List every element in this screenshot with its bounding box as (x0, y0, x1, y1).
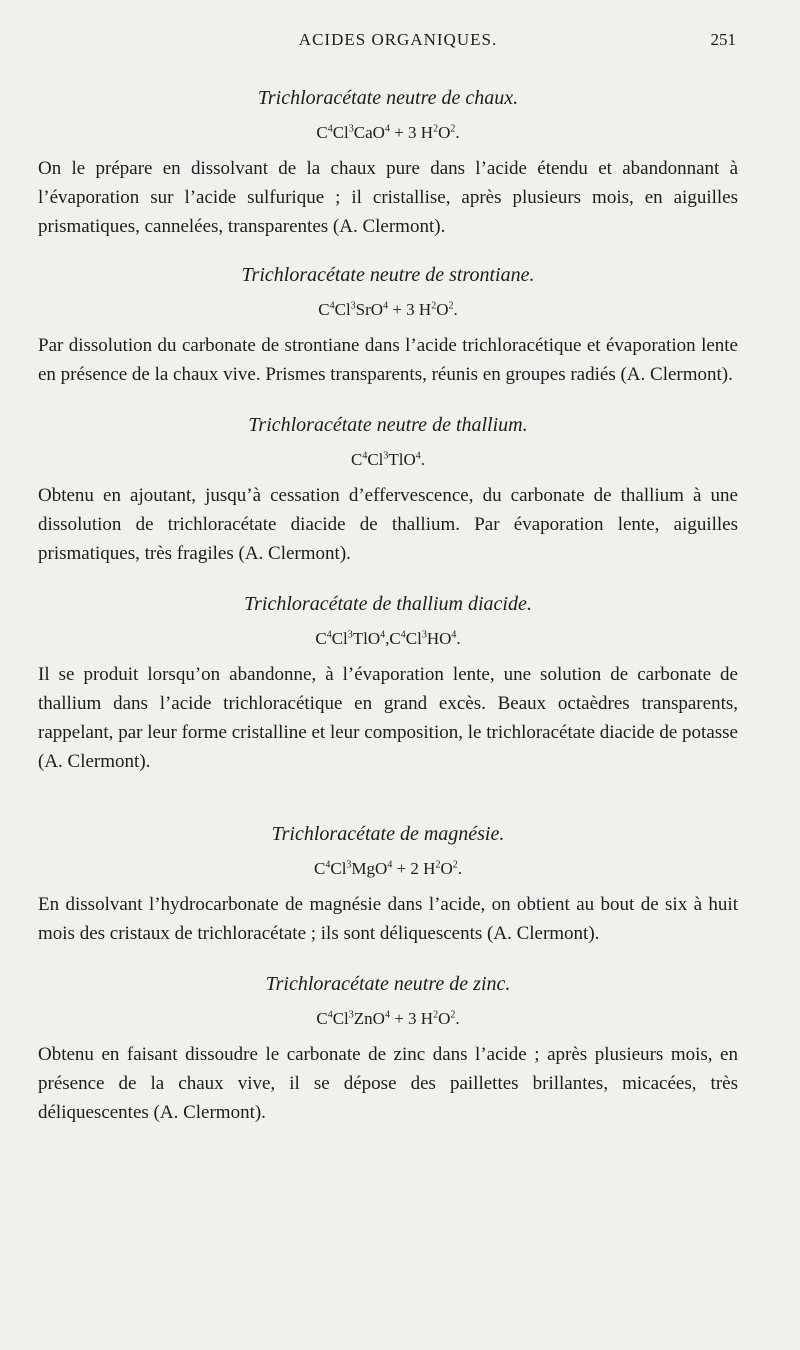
formula-superscript: 3 (383, 450, 389, 462)
formula-superscript: 4 (400, 629, 406, 641)
section-chaux (38, 84, 738, 241)
chemical-formula: $C^4Cl^3MgO^4 + 2$ $H^2O^2$. (314, 859, 462, 878)
formula-superscript: 4 (329, 300, 335, 312)
formula-superscript: 3 (348, 123, 354, 135)
formula-superscript: 3 (350, 300, 356, 312)
section-title: Trichloracétate neutre de chaux. (257, 87, 519, 109)
section-title: Trichloracétate de magnésie. (271, 823, 505, 845)
formula-superscript: 4 (387, 859, 393, 871)
formula-superscript: 2 (433, 1009, 439, 1021)
formula-superscript: 4 (415, 450, 421, 462)
formula-superscript: 3 (346, 859, 352, 871)
formula-superscript: 4 (327, 123, 333, 135)
formula-superscript: 2 (450, 123, 456, 135)
section-strontiane (38, 261, 738, 389)
formula-superscript: 4 (325, 859, 331, 871)
section-title: Trichloracétate neutre de thallium. (248, 414, 528, 436)
section-title: Trichloracétate neutre de zinc. (265, 973, 511, 995)
formula-superscript: 4 (327, 1009, 333, 1021)
section-magnesie (38, 820, 738, 948)
formula-superscript: 2 (433, 123, 439, 135)
formula-superscript: 2 (431, 300, 437, 312)
section-text: Obtenu en faisant dissoudre le carbonate de zinc dans l’acide ; après plusieurs mois, en présence de la chaux vive, il se dépose des paillettes brillantes, micacées, très déliquescentes (A. Clermont). (38, 1044, 738, 1123)
page-header (60, 30, 736, 54)
chemical-formula: $C^4Cl^3ZnO^4 + 3$ $H^2O^2$. (316, 1009, 460, 1028)
section-zinc (38, 970, 738, 1127)
section-title: Trichloracétate neutre de strontiane. (241, 264, 535, 286)
chemical-formula: $C^4Cl^3SrO^4 + 3$ $H^2O^2$. (318, 300, 458, 319)
section-text: En dissolvant l’hydrocarbonate de magnésie dans l’acide, on obtient au bout de six à huit mois des cristaux de trichloracétate ; ils sont déliquescents (A. Clermont). (38, 894, 738, 944)
formula-superscript: 2 (435, 859, 441, 871)
formula-superscript: 2 (448, 300, 454, 312)
chemical-formula: $C^4Cl^3TlO^4$. (350, 450, 426, 469)
formula-superscript: 3 (348, 1009, 354, 1021)
section-text: Il se produit lorsqu’on abandonne, à l’évaporation lente, une solution de carbonate de thallium dans l’acide trichloracétique en grand excès. Beaux octaèdres transparents, rappelant, par leur forme cristalline et leur composition, le trichloracétate diacide de potasse (A. Clermont). (38, 664, 738, 772)
formula-superscript: 3 (421, 629, 427, 641)
section-thallium (38, 411, 738, 568)
formula-superscript: 4 (383, 300, 389, 312)
running-title: ACIDES ORGANIQUES. (298, 30, 498, 49)
formula-superscript: 4 (384, 123, 390, 135)
formula-superscript: 2 (450, 1009, 456, 1021)
formula-superscript: 4 (362, 450, 368, 462)
chemical-formula: $C^4Cl^3TlO^4,C^4Cl^3HO^4$. (315, 629, 461, 648)
formula-superscript: 3 (347, 629, 353, 641)
formula-superscript: 4 (380, 629, 386, 641)
formula-superscript: 2 (452, 859, 458, 871)
section-text: On le prépare en dissolvant de la chaux pure dans l’acide étendu et abandonnant à l’évaporation sur l’acide sulfurique ; il cristallise, après plusieurs mois, en aiguilles prismatiques, cannelées, transparentes (A. Clermont). (38, 158, 738, 237)
formula-superscript: 4 (451, 629, 457, 641)
section-thallium-diacide (38, 590, 738, 776)
formula-superscript: 4 (384, 1009, 390, 1021)
page-content (38, 84, 738, 1127)
section-text: Par dissolution du carbonate de strontiane dans l’acide trichloracétique et évaporation lente en présence de la chaux vive. Prismes transparents, réunis en groupes radiés (A. Clermont). (38, 335, 738, 385)
section-title: Trichloracétate de thallium diacide. (244, 593, 532, 615)
chemical-formula: $C^4Cl^3CaO^4 + 3$ $H^2O^2$. (316, 123, 460, 142)
formula-superscript: 4 (326, 629, 332, 641)
section-text: Obtenu en ajoutant, jusqu’à cessation d’effervescence, du carbonate de thallium à une dissolution de trichloracétate diacide de thallium. Par évaporation lente, aiguilles prismatiques, très fragiles (A. Clermont). (38, 485, 738, 564)
page-number: 251 (710, 30, 736, 49)
